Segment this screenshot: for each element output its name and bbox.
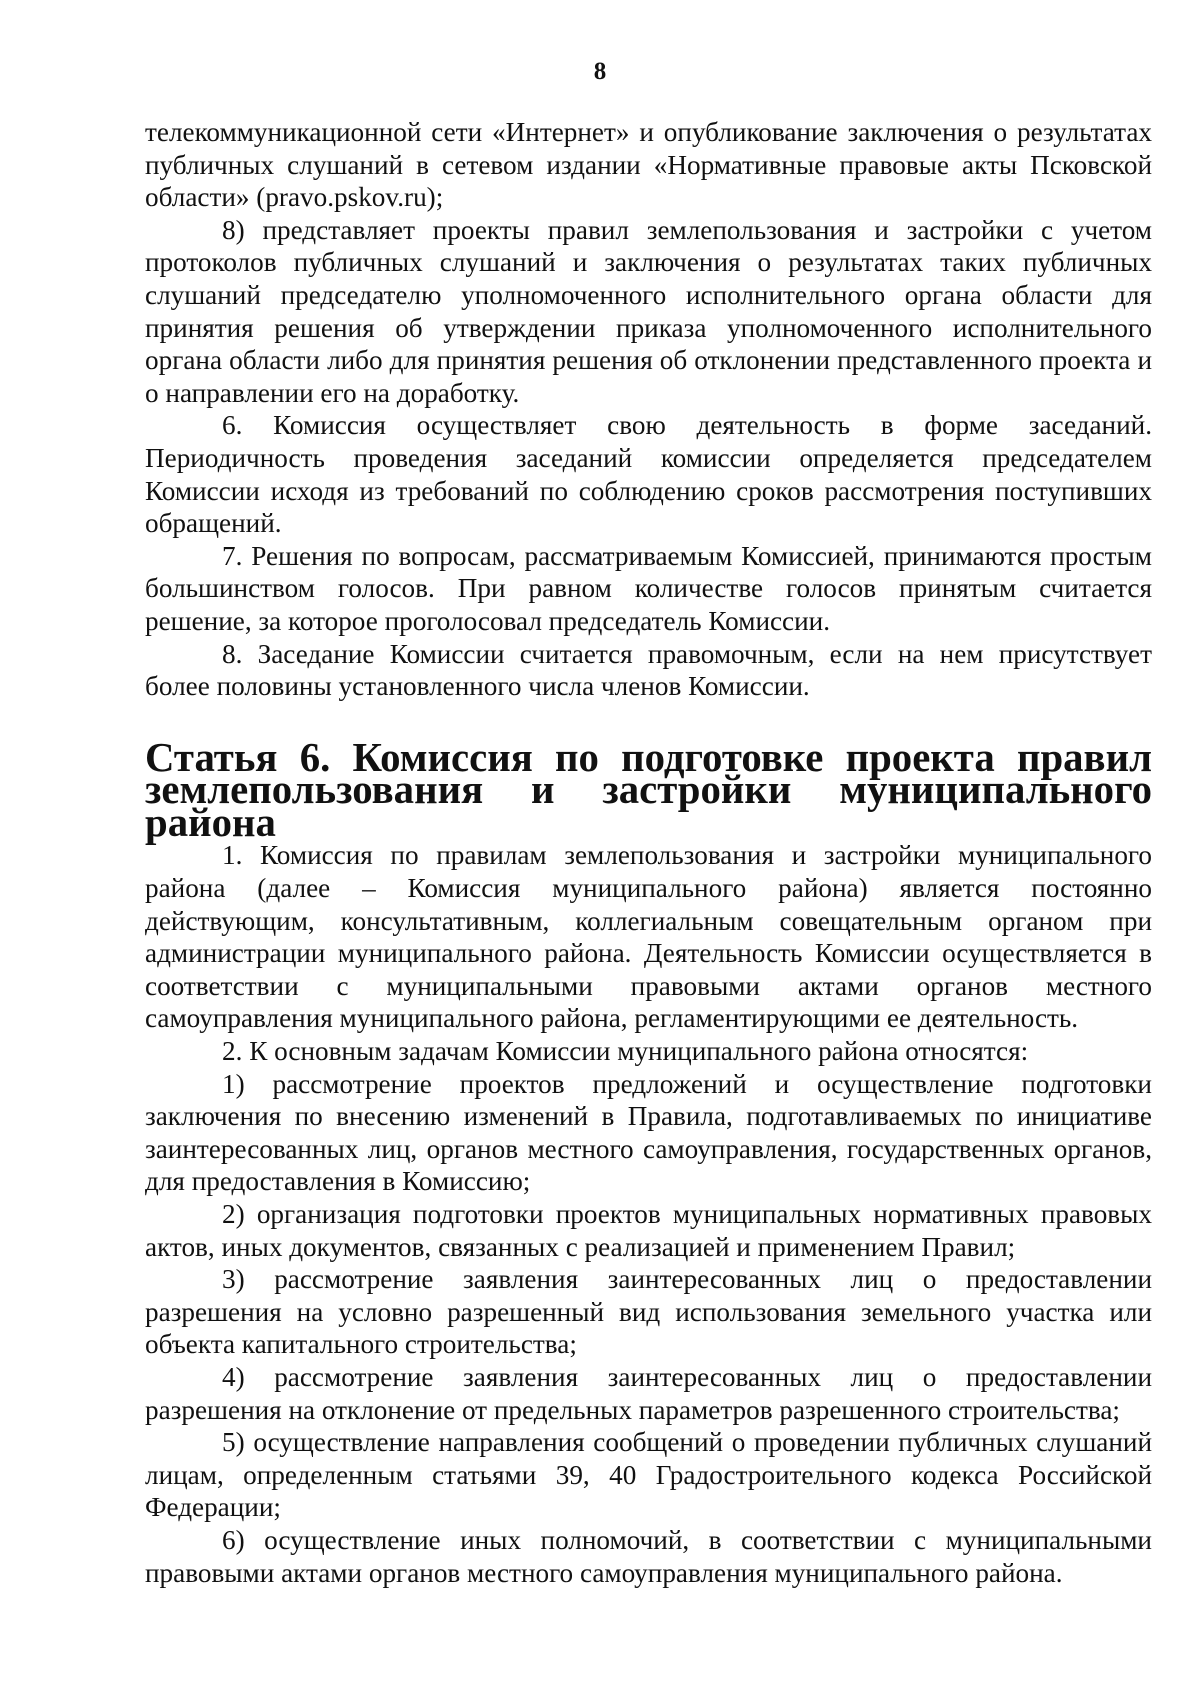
paragraph-clause-7: 7. Решения по вопросам, рассматриваемым Комиссией, принимаются простым большинством голосов. При равном количестве голосов принятым считается решение, за которое проголосовал председатель Комиссии. — [145, 540, 1152, 636]
paragraph-clause-8: 8. Заседание Комиссии считается правомочным, если на нем присутствует более половины установленного числа членов Комиссии. — [145, 638, 1152, 702]
paragraph-item-8: 8) представляет проекты правил землепользования и застройки с учетом протоколов публичных слушаний и заключения о результатах таких публичных слушаний председателю уполномоченного исполнительного органа области для принятия решения об утверждении приказа уполномоченного исполнительного органа области либо для принятия решения об отклонении представленного проекта и о направлении его на доработку. — [145, 214, 1152, 408]
paragraph-task-1: 1) рассмотрение проектов предложений и осуществление подготовки заключения по внесению изменений в Правила, подготавливаемых по инициативе заинтересованных лиц, органов местного самоуправления, государственных органов, для предоставления в Комиссию; — [145, 1068, 1152, 1197]
page-number: 8 — [593, 58, 607, 85]
paragraph-task-2: 2) организация подготовки проектов муниципальных нормативных правовых актов, иных документов, связанных с реализацией и применением Правил; — [145, 1199, 1152, 1262]
paragraph-task-5: 5) осуществление направления сообщений о проведении публичных слушаний лицам, определенным статьями 39, 40 Градостроительного кодекса Российской Федерации; — [145, 1427, 1152, 1523]
paragraph-article-clause-1: 1. Комиссия по правилам землепользования и застройки муниципального района (далее – Комиссия муниципального района) является постоянно действующим, консультативным, коллегиальным совещательным органом при администрации муниципального района. Деятельность Комиссии осуществляется в соответствии с муниципальными правовыми актами органов местного самоуправления муниципального района, регламентирующими ее деятельность. — [145, 840, 1152, 1034]
paragraph-task-6: 6) осуществление иных полномочий, в соответствии с муниципальными правовыми актами органов местного самоуправления муниципального района. — [145, 1524, 1152, 1588]
paragraph-article-clause-2: 2. К основным задачам Комиссии муниципального района относятся: — [222, 1036, 1029, 1067]
paragraph-continuation: телекоммуникационной сети «Интернет» и опубликование заключения о результатах публичных слушаний в сетевом издании «Нормативные правовые акты Псковской области» (pravo.pskov.ru); — [145, 117, 1152, 213]
article-heading: Статья 6. Комиссия по подготовке проекта правил землепользования и застройки муниципального района — [145, 734, 1152, 845]
paragraph-task-4: 4) рассмотрение заявления заинтересованных лиц о предоставлении разрешения на отклонение от предельных параметров разрешенного строительства; — [145, 1361, 1152, 1425]
paragraph-clause-6: 6. Комиссия осуществляет свою деятельность в форме заседаний. Периодичность проведения заседаний комиссии определяется председателем Комиссии исходя из требований по соблюдению сроков рассмотрения поступивших обращений. — [145, 410, 1152, 539]
paragraph-task-3: 3) рассмотрение заявления заинтересованных лиц о предоставлении разрешения на условно разрешенный вид использования земельного участка или объекта капитального строительства; — [145, 1264, 1152, 1360]
document-body — [145, 116, 1152, 1589]
